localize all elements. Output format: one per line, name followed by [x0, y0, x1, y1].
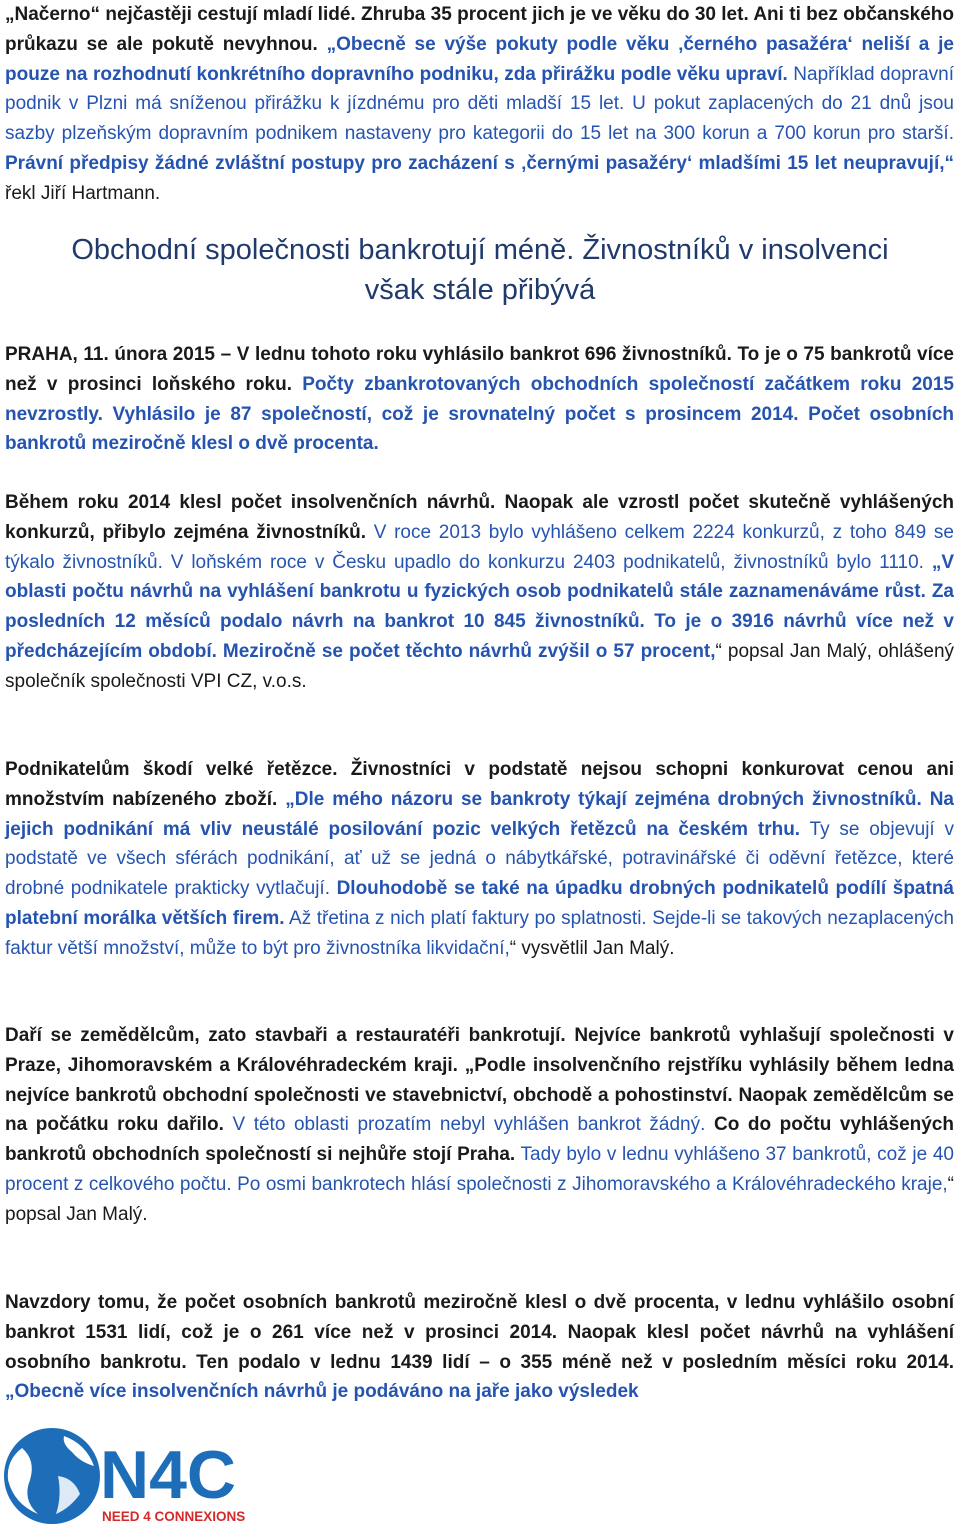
- intro-quote-end: Právní předpisy žádné zvláštní postupy pro zacházení s ‚černými pasažéry‘ mladšími 15 let neupravují,“: [5, 152, 954, 174]
- p3-s3: Ty se objevují v podstatě ve všech sférách podnikání, ať už se jedná o nábytkářské, potravinářské či oděvní řetězce, které drobné podnikatele prakticky vytlačují.: [5, 818, 954, 900]
- headline-line2: však stále přibývá: [364, 274, 596, 306]
- paragraph-3: [5, 755, 954, 964]
- p5-s1: Navzdory tomu, že počet osobních bankrotů meziročně klesl o dvě procenta, v lednu vyhlášilo osobní bankrot 1531 lidí, což je o 261 více než v prosinci 2014. Naopak klesl počet návrhů na vyhlášení osobního bankrotu. Ten podalo v lednu 1439 lidí – o 355 méně než v posledním měsíci roku 2014.: [5, 1292, 954, 1373]
- intro-paragraph: [5, 0, 954, 209]
- p5-quote: „Obecně více insolvenčních návrhů je podáváno na jaře jako výsledek: [5, 1381, 639, 1403]
- intro-s1: „Načerno“ nejčastěji cestují mladí lidé. Zhruba 35 procent jich je ve věku do 30 let. Ani ti bez občanského průkazu se ale pokutě nevyhnou.: [5, 4, 954, 55]
- p3-s4: Dlouhodobě se také na úpadku drobných podnikatelů podílí špatná platební morálka větších firem.: [5, 878, 954, 929]
- lead-s1: PRAHA, 11. února 2015 – V lednu tohoto roku vyhlásilo bankrot 696 živnostníků.: [5, 344, 732, 365]
- logo-tagline: NEED 4 CONNEXIONS: [102, 1509, 246, 1524]
- p2-s1: Během roku 2014 klesl počet insolvenčních návrhů. Naopak ale vzrostl počet skutečně vyhlášených konkurzů, přibylo zejména živnostníků.: [5, 492, 954, 543]
- n4c-logo-graphic: [0, 1418, 290, 1529]
- intro-attribution: řekl Jiří Hartmann.: [5, 182, 161, 204]
- p3-s1: Podnikatelům škodí velké řetězce. Živnostníci v podstatě nejsou schopni konkurovat cenou ani množstvím nabízeného zboží.: [5, 759, 954, 810]
- p2-s2: V roce 2013 bylo vyhlášeno celkem 2224 konkurzů, z toho 849 se týkalo živnostníků. V loňském roce v Česku upadlo do konkurzu 2403 podnikatelů, živnostníků bylo 1110.: [5, 521, 955, 573]
- p4-s2: V této oblasti prozatím nebyl vyhlášen bankrot žádný.: [223, 1114, 714, 1136]
- logo-mark-text: N4C: [100, 1437, 237, 1513]
- p2-quote: „V oblasti počtu návrhů na vyhlášení bankrotu u fyzických osob podnikatelů stále zaznamenáváme růst. Za posledních 12 měsíců podalo návrh na bankrot 10 845 živnostníků. To je o 3916 návrhů více než v předcházejícím období. Meziročně se počet těchto návrhů zvýšil o 57 procent,: [5, 551, 954, 662]
- lead-s2: To je o 75 bankrotů více než v prosinci loňského roku.: [5, 344, 954, 395]
- n4c-logo: [0, 1418, 290, 1529]
- globe-icon: [4, 1428, 100, 1524]
- p4-s1: Daří se zemědělcům, zato stavbaři a restauratéři bankrotují. Nejvíce bankrotů vyhlašují společnosti v Praze, Jihomoravském a Královéhradeckém kraji. „Podle insolvenčního rejstříku vyhlásily během ledna nejvíce bankrotů obchodní společnosti ve stavebnictví, obchodě a pohostinství. Naopak zemědělcům se na počátku roku dařilo.: [5, 1025, 954, 1136]
- p2-attribution: “ popsal Jan Malý, ohlášený společník společnosti VPI CZ, v.o.s.: [5, 640, 955, 692]
- p3-attribution: “ vysvětlil Jan Malý.: [509, 937, 675, 959]
- paragraph-4: [5, 1021, 954, 1230]
- logo-wordmark: [100, 1437, 236, 1513]
- headline-line1: Obchodní společnosti bankrotují méně. Živnostníků v insolvenci: [71, 234, 889, 266]
- paragraph-5: [5, 1288, 954, 1407]
- p3-quote: „Dle mého názoru se bankroty týkají zejména drobných živnostníků. Na jejich podnikání má vliv neustálé posilování pozic velkých řetězců na českém trhu.: [5, 788, 954, 840]
- p4-s3: Co do počtu vyhlášených bankrotů obchodních společností si nejhůře stojí Praha.: [5, 1114, 954, 1166]
- intro-example: Například dopravní podnik v Plzni má sníženou přirážku k jízdnému pro děti mladší 15 let. U pokut zaplacených do 21 dnů jsou sazby plzeňským dopravním podnikem nastaveny pro kategorii do 15 let na 300 korun a 700 korun pro starší.: [5, 63, 954, 145]
- article-headline: [40, 230, 920, 310]
- lead-paragraph: [5, 340, 954, 459]
- p4-attribution: “ popsal Jan Malý.: [5, 1173, 954, 1225]
- p4-s4: Tady bylo v lednu vyhlášeno 37 bankrotů, což je 40 procent z celkového počtu. Po osmi bankrotech hlásí společnosti z Jihomoravského a Královéhradeckého kraje,: [5, 1144, 954, 1195]
- intro-quote: „Obecně se výše pokuty podle věku ‚černého pasažéra‘ neliší a je pouze na rozhodnutí konkrétního dopravního podniku, zda přirážku podle věku upraví.: [5, 33, 954, 85]
- p3-s5: Až třetina z nich platí faktury po splatnosti. Sejde-li se takových nezaplacených faktur větší množství, může to být pro živnostníka likvidační,: [5, 907, 954, 959]
- lead-s3: Počty zbankrotovaných obchodních společností začátkem roku 2015 nevzrostly. Vyhlásilo je 87 společností, což je srovnatelný počet s prosincem 2014. Počet osobních bankrotů meziročně klesl o dvě procenta.: [5, 373, 954, 455]
- paragraph-2: [5, 488, 954, 697]
